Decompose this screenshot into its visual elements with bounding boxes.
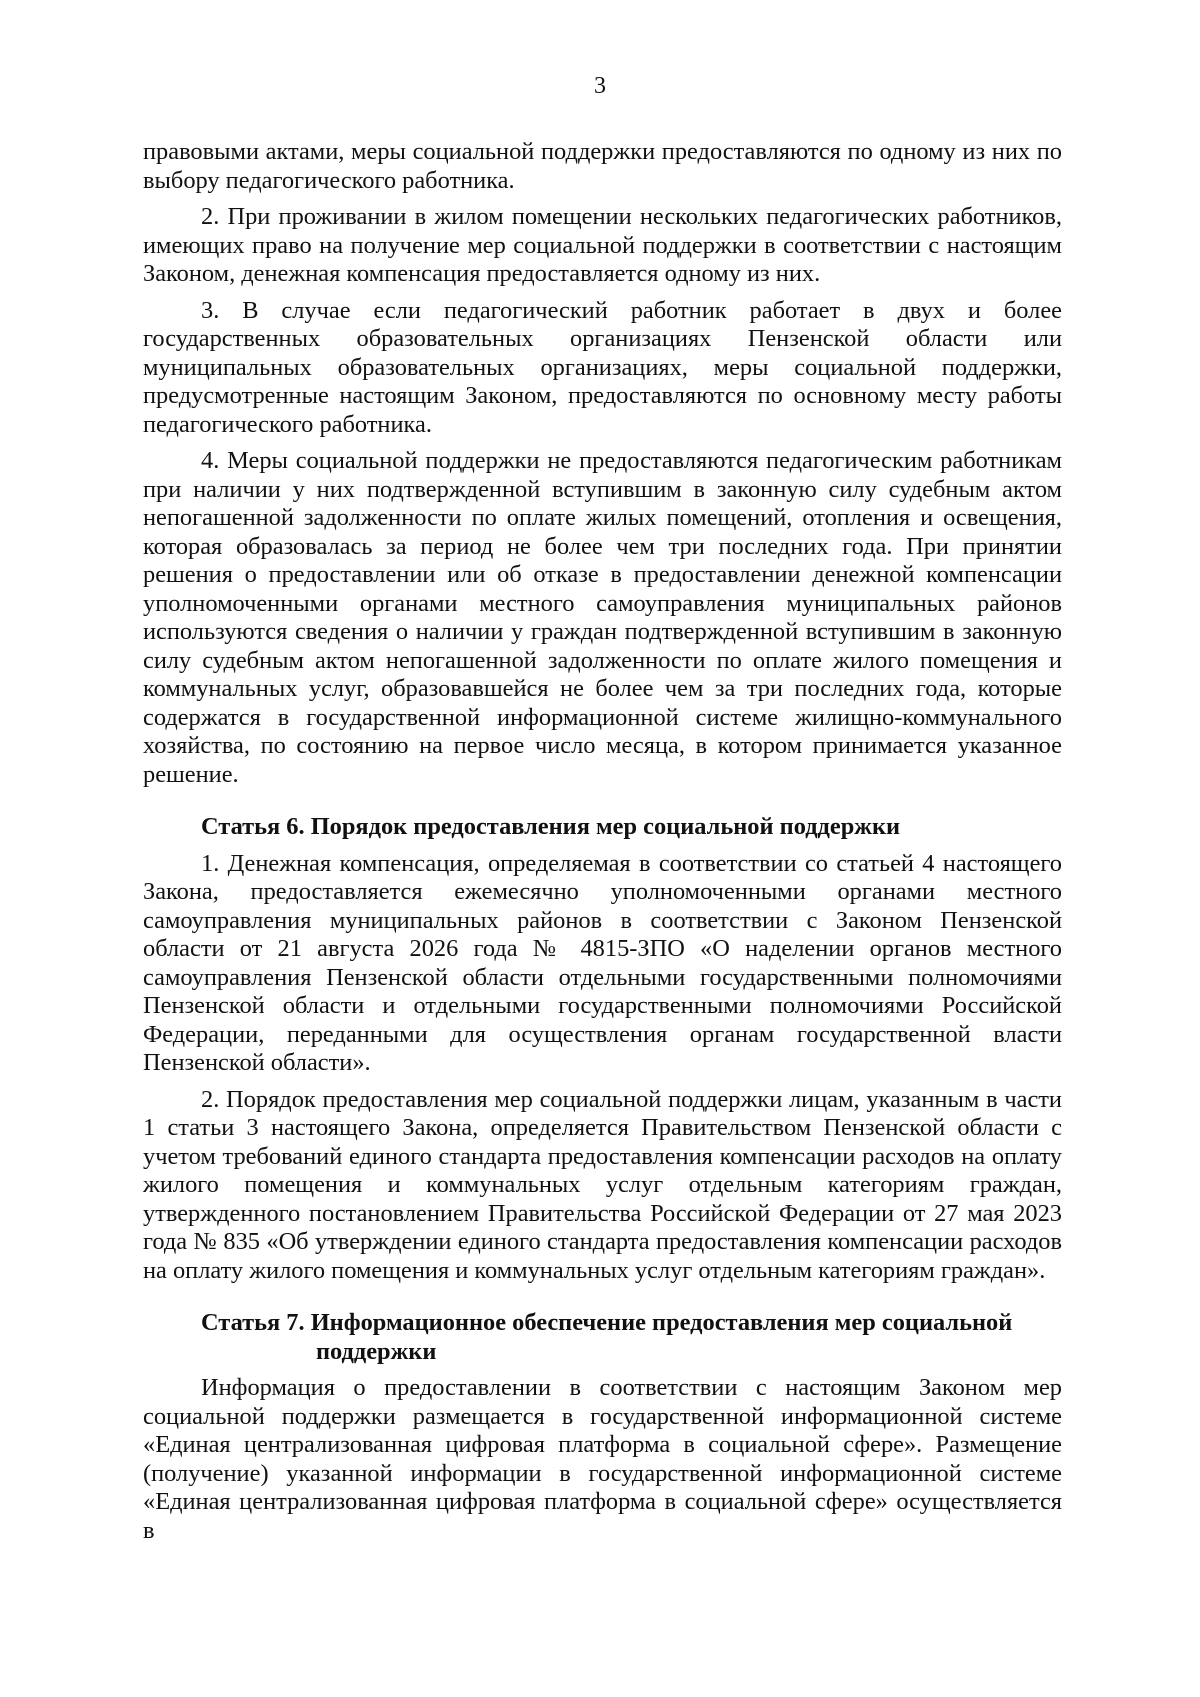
- paragraph-6-1: 1. Денежная компенсация, определяемая в соответствии со статьей 4 настоящего Закона, предоставляется ежемесячно уполномоченными органами местного самоуправления муниципальных районов в соответствии с Законом Пензенской области от 21 августа 2026 года № 4815-ЗПО «О наделении органов местного самоуправления Пензенской области отдельными государственными полномочиями Пензенской области и отдельными государственными полномочиями Российской Федерации, переданными для осуществления органам государственной власти Пензенской области».: [143, 849, 1062, 1076]
- article-6-heading: Статья 6. Порядок предоставления мер социальной поддержки: [201, 813, 901, 840]
- paragraph-5-4: 4. Меры социальной поддержки не предоставляются педагогическим работникам при наличии у них подтвержденной вступившим в законную силу судебным актом непогашенной задолженности по оплате жилых помещений, отопления и освещения, которая образовалась за период не более чем три последних года. При принятии решения о предоставлении или об отказе в предоставлении денежной компенсации уполномоченными органами местного самоуправления муниципальных районов используются сведения о наличии у граждан подтвержденной вступившим в законную силу судебным актом непогашенной задолженности по оплате жилого помещения и коммунальных услуг, образовавшейся не более чем за три последних года, которые содержатся в государственной информационной системе жилищно-коммунального хозяйства, по состоянию на первое число месяца, в котором принимается указанное решение.: [143, 447, 1062, 788]
- article-7-heading-line2: поддержки: [316, 1337, 437, 1365]
- paragraph-5-2: 2. При проживании в жилом помещении нескольких педагогических работников, имеющих право на получение мер социальной поддержки в соответствии с настоящим Законом, денежная компенсация предоставляется одному из них.: [143, 203, 1062, 287]
- paragraph-5-3: 3. В случае если педагогический работник работает в двух и более государственных образовательных организациях Пензенской области или муниципальных образовательных организациях, меры социальной поддержки, предусмотренные настоящим Законом, предоставляются по основному месту работы педагогического работника.: [143, 296, 1062, 438]
- page-number: 3: [594, 73, 606, 99]
- document-body: [143, 138, 1062, 1553]
- article-7-heading-line1: Статья 7. Информационное обеспечение предоставления мер социальной: [201, 1309, 1013, 1336]
- paragraph-continuation: правовыми актами, меры социальной поддержки предоставляются по одному из них по выбору педагогического работника.: [143, 138, 1062, 194]
- paragraph-6-2: 2. Порядок предоставления мер социальной поддержки лицам, указанным в части 1 статьи 3 настоящего Закона, определяется Правительством Пензенской области с учетом требований единого стандарта предоставления компенсации расходов на оплату жилого помещения и коммунальных услуг отдельным категориям граждан, утвержденного постановлением Правительства Российской Федерации от 27 мая 2023 года № 835 «Об утверждении единого стандарта предоставления компенсации расходов на оплату жилого помещения и коммунальных услуг отдельным категориям граждан».: [143, 1085, 1062, 1284]
- article-7-heading: [143, 1309, 1062, 1366]
- paragraph-7-1: Информация о предоставлении в соответствии с настоящим Законом мер социальной поддержки размещается в государственной информационной системе «Единая централизованная цифровая платформа в социальной сфере». Размещение (получение) указанной информации в государственной информационной системе «Единая централизованная цифровая платформа в социальной сфере» осуществляется в: [143, 1374, 1062, 1544]
